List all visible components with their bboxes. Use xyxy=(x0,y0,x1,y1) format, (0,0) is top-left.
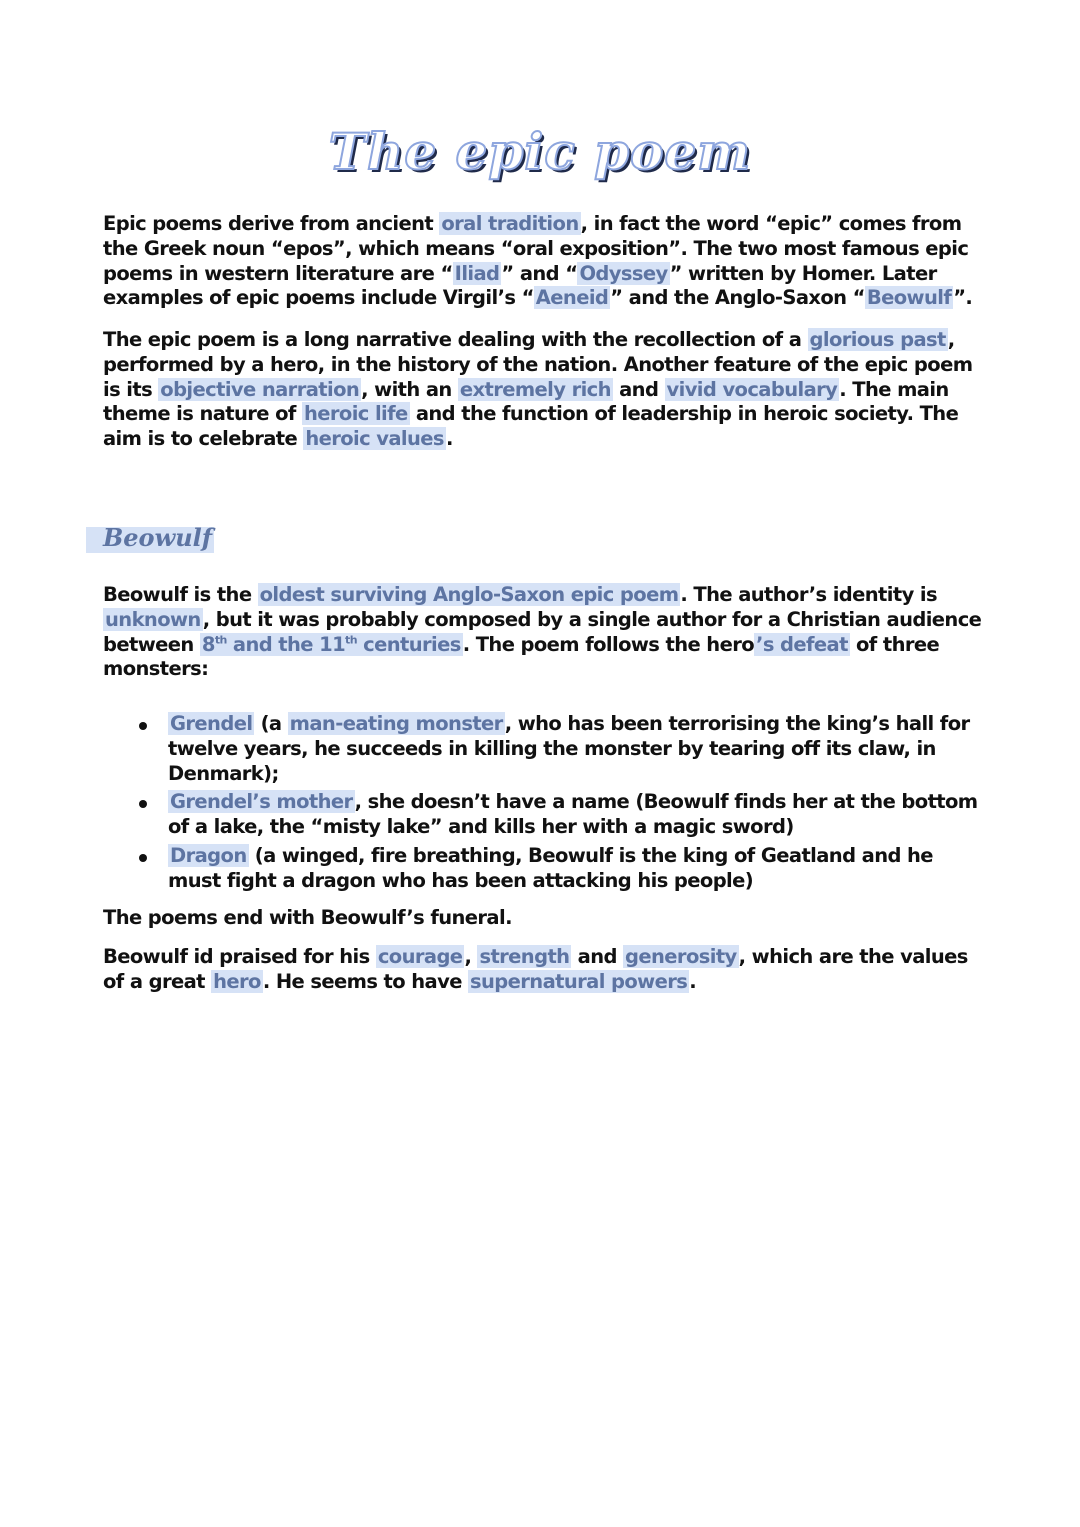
highlight-defeat: ’s defeat xyxy=(756,632,848,656)
list-item xyxy=(168,712,983,786)
highlight-iliad: Iliad xyxy=(454,261,500,285)
superscript: th xyxy=(345,633,357,647)
text: . The main theme is nature of xyxy=(103,377,949,426)
text: (a xyxy=(254,712,288,735)
highlight-glorious-past: glorious past xyxy=(809,328,946,351)
text: . xyxy=(445,427,453,451)
text: and the function of leadership in heroic society. The aim is to celebrate xyxy=(103,402,959,451)
text: (a winged, fire breathing, Beowulf is the king of Geatland and he must fight a dragon who has been attacking his people) xyxy=(168,843,933,892)
text: . He seems to have xyxy=(262,969,469,993)
highlight-beowulf: Beowulf xyxy=(866,286,952,310)
praise-paragraph xyxy=(103,945,983,995)
highlight-aeneid: Aeneid xyxy=(535,286,609,310)
text: of three monsters: xyxy=(103,632,940,681)
highlight-monster-name: Grendel xyxy=(170,712,253,735)
text: Beowulf is the xyxy=(103,583,258,606)
text: Beowulf id praised for his xyxy=(103,945,376,968)
highlight-heroic-life: heroic life xyxy=(304,402,408,426)
highlight-supernatural-powers: supernatural powers xyxy=(470,969,688,993)
highlight-generosity: generosity xyxy=(625,945,737,968)
monster-list xyxy=(168,712,983,898)
list-item xyxy=(168,844,983,894)
highlight-heroic-values: heroic values xyxy=(305,427,444,451)
text: and the 11 xyxy=(226,632,346,656)
highlight-vivid-vocabulary: vivid vocabulary xyxy=(666,377,838,401)
intro-paragraph xyxy=(103,212,983,311)
highlight-hero: hero xyxy=(213,969,261,993)
list-item xyxy=(168,790,983,840)
beowulf-intro-paragraph xyxy=(103,583,983,682)
highlight-monster-name: Dragon xyxy=(170,843,247,867)
text: ” and the Anglo-Saxon “ xyxy=(610,286,865,310)
text: . xyxy=(689,969,697,993)
superscript: th xyxy=(214,633,227,647)
highlight-odyssey: Odyssey xyxy=(579,261,668,285)
text: and xyxy=(571,945,624,968)
text: , she doesn’t have a name (Beowulf finds her at the bottom of a lake, the “misty lake” and kills her with a magic sword) xyxy=(168,790,978,839)
text: , who has been terrorising the king’s hall for twelve years, he succeeds in killing the monster by tearing off its claw, in Denmark); xyxy=(168,712,970,785)
text: ” written by Homer. Later examples of epic poems include Virgil’s “ xyxy=(103,261,937,310)
text: , xyxy=(464,945,478,968)
text: ”. xyxy=(953,286,973,310)
text: , in fact the word “epic” comes from the Greek noun “epos”, which means “oral exposition”. The two most famous epic poems in western literature are “ xyxy=(103,212,969,285)
text: , but it was probably composed by a single author for a Christian audience between xyxy=(103,607,982,656)
text: Epic poems derive from ancient xyxy=(103,212,440,235)
highlight-centuries xyxy=(200,633,463,656)
highlight-objective-narration: objective narration xyxy=(160,377,360,401)
highlight-extremely-rich: extremely rich xyxy=(459,377,611,401)
text: . The author’s identity is xyxy=(680,583,937,606)
text: . The poem follows the hero xyxy=(462,632,755,656)
features-paragraph xyxy=(103,328,983,452)
highlight-oral-tradition: oral tradition xyxy=(441,212,579,235)
highlight-monster-name: Grendel’s mother xyxy=(170,790,353,814)
text: , with an xyxy=(361,377,458,401)
highlight-unknown: unknown xyxy=(105,607,201,631)
text: ” and “ xyxy=(501,261,578,285)
text: , performed by a hero, in the history of the nation. Another feature of the epic poem is its xyxy=(103,328,973,401)
section-heading-beowulf xyxy=(86,523,214,553)
highlight-man-eating-monster: man-eating monster xyxy=(289,712,503,735)
text: The epic poem is a long narrative dealing with the recollection of a xyxy=(103,328,808,351)
text: centuries xyxy=(356,632,461,656)
funeral-paragraph: The poems end with Beowulf’s funeral. xyxy=(103,906,512,929)
page-title: The epic poem xyxy=(328,122,752,181)
highlight-oldest-surviving: oldest surviving Anglo-Saxon epic poem xyxy=(259,583,679,606)
text: 8 xyxy=(201,632,215,656)
section-heading-label: Beowulf xyxy=(103,523,213,552)
highlight-courage: courage xyxy=(377,945,463,968)
text: , which are the values of a great xyxy=(103,945,968,993)
highlight-strength: strength xyxy=(479,945,570,968)
text: and xyxy=(612,377,665,401)
